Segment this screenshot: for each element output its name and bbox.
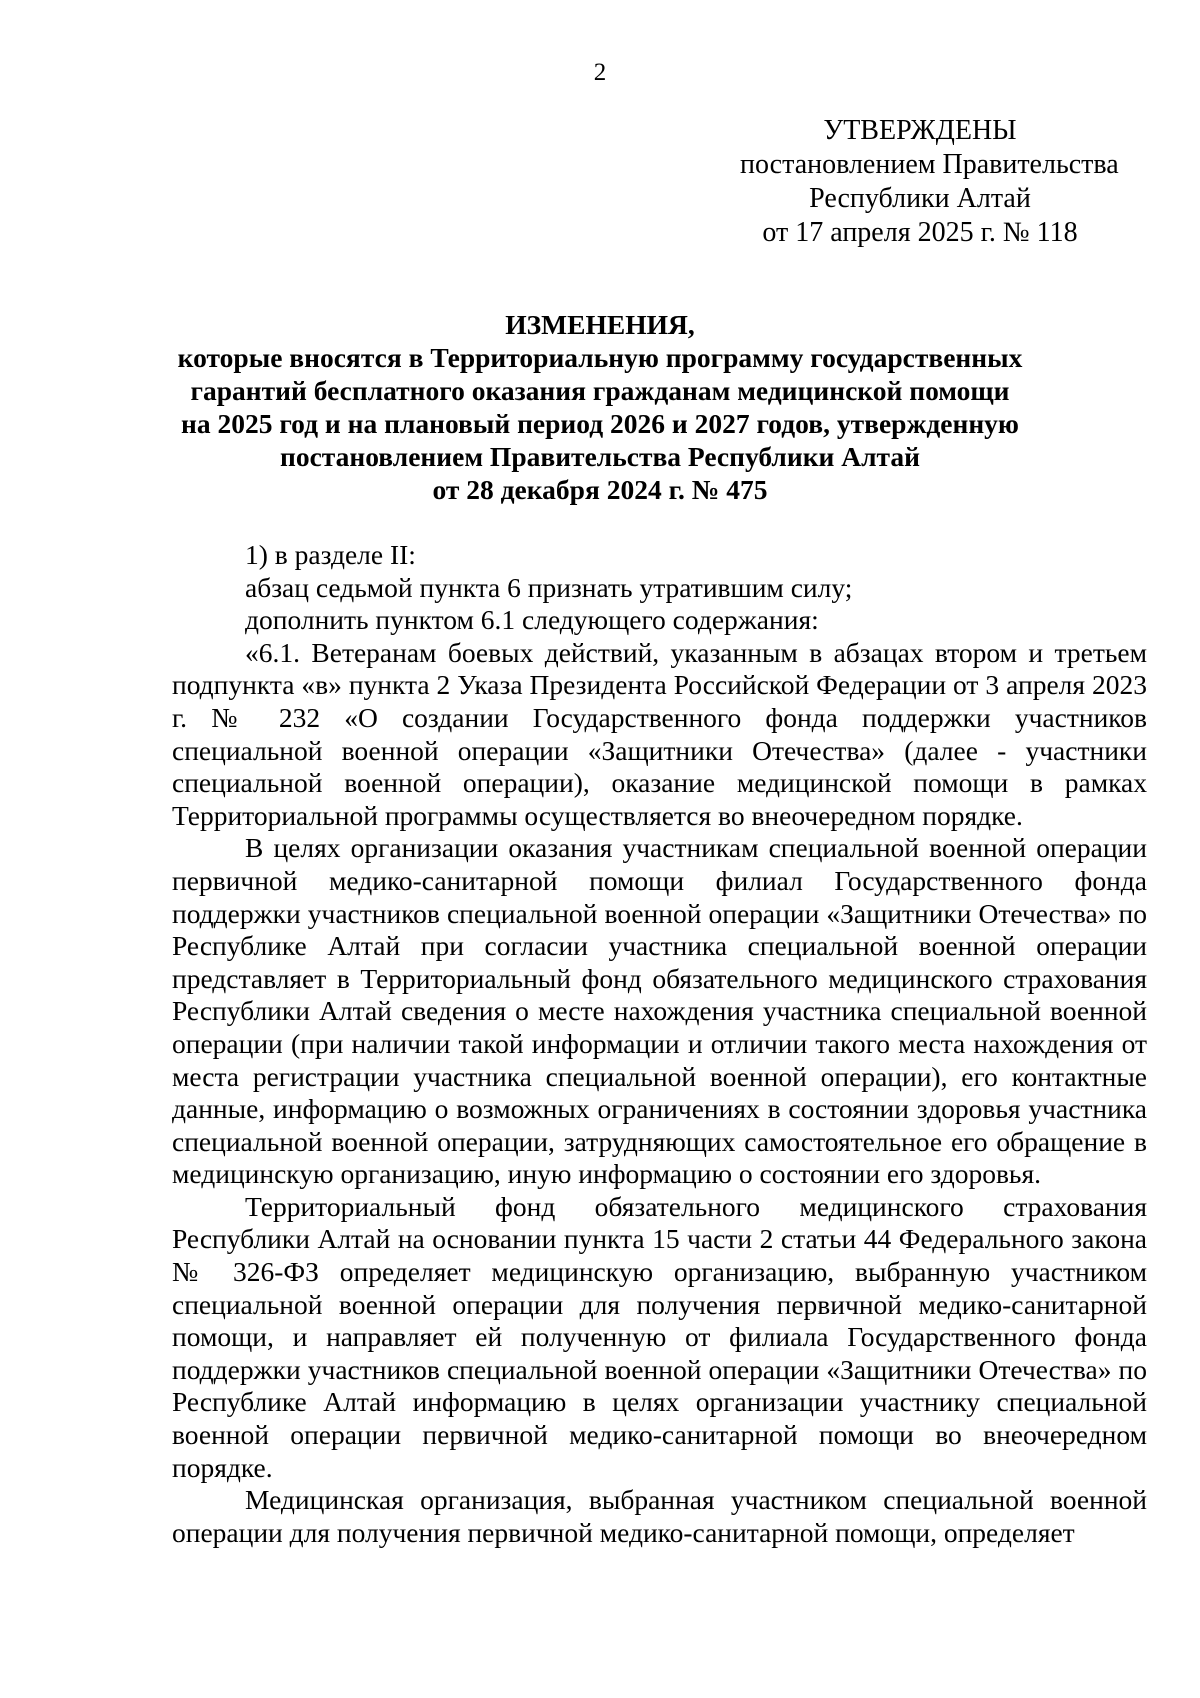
- approval-block: [740, 114, 1119, 250]
- paragraph: дополнить пунктом 6.1 следующего содержания:: [245, 604, 819, 636]
- approval-line: постановлением Правительства: [740, 149, 1119, 180]
- heading-line: от 28 декабря 2024 г. № 475: [432, 474, 768, 505]
- paragraph: Медицинская организация, выбранная участником специальной военной операции для получения первичной медико-санитарной помощи, определяет: [172, 1484, 1147, 1548]
- approval-line: Республики Алтай: [809, 183, 1031, 214]
- heading-line: на 2025 год и на плановый период 2026 и 2027 годов, утвержденную: [181, 408, 1019, 439]
- approval-date: от 17 апреля 2025 г. № 118: [762, 217, 1078, 248]
- approval-title: УТВЕРЖДЕНЫ: [823, 115, 1017, 146]
- document-heading: [160, 308, 1040, 506]
- document-body: [172, 539, 1147, 1549]
- heading-title: ИЗМЕНЕНИЯ,: [505, 309, 695, 340]
- heading-line: которые вносятся в Территориальную программу государственных: [177, 342, 1023, 373]
- heading-line: гарантий бесплатного оказания гражданам медицинской помощи: [190, 375, 1010, 406]
- paragraph: Территориальный фонд обязательного медицинского страхования Республики Алтай на основании пункта 15 части 2 статьи 44 Федерального закона № 326-ФЗ определяет медицинскую организацию, выбранную участником специальной военной операции для получения первичной медико-санитарной помощи, и направляет ей полученную от филиала Государственного фонда поддержки участников специальной военной операции «Защитники Отечества» по Республике Алтай информацию в целях организации участнику специальной военной операции первичной медико-санитарной помощи во внеочередном порядке.: [172, 1190, 1147, 1483]
- paragraph: абзац седьмой пункта 6 признать утратившим силу;: [245, 571, 853, 603]
- heading-line: постановлением Правительства Республики Алтай: [280, 441, 920, 472]
- paragraph: В целях организации оказания участникам специальной военной операции первичной медико-санитарной помощи филиал Государственного фонда поддержки участников специальной военной операции «Защитники Отечества» по Республике Алтай при согласии участника специальной военной операции представляет в Территориальный фонд обязательного медицинского страхования Республики Алтай сведения о месте нахождения участника специальной военной операции (при наличии такой информации и отличии такого места нахождения от места регистрации участника специальной военной операции), его контактные данные, информацию о возможных ограничениях в состоянии здоровья участника специальной военной операции, затрудняющих самостоятельное его обращение в медицинскую организацию, иную информацию о состоянии его здоровья.: [172, 832, 1147, 1190]
- paragraph: 1) в разделе II:: [245, 539, 416, 570]
- paragraph: «6.1. Ветеранам боевых действий, указанным в абзацах втором и третьем подпункта «в» пункта 2 Указа Президента Российской Федерации от 3 апреля 2023 г. № 232 «О создании Государственного фонда поддержки участников специальной военной операции «Защитники Отечества» (далее - участники специальной военной операции), оказание медицинской помощи в рамках Территориальной программы осуществляется во внеочередном порядке.: [172, 636, 1147, 831]
- page-number: 2: [593, 59, 607, 86]
